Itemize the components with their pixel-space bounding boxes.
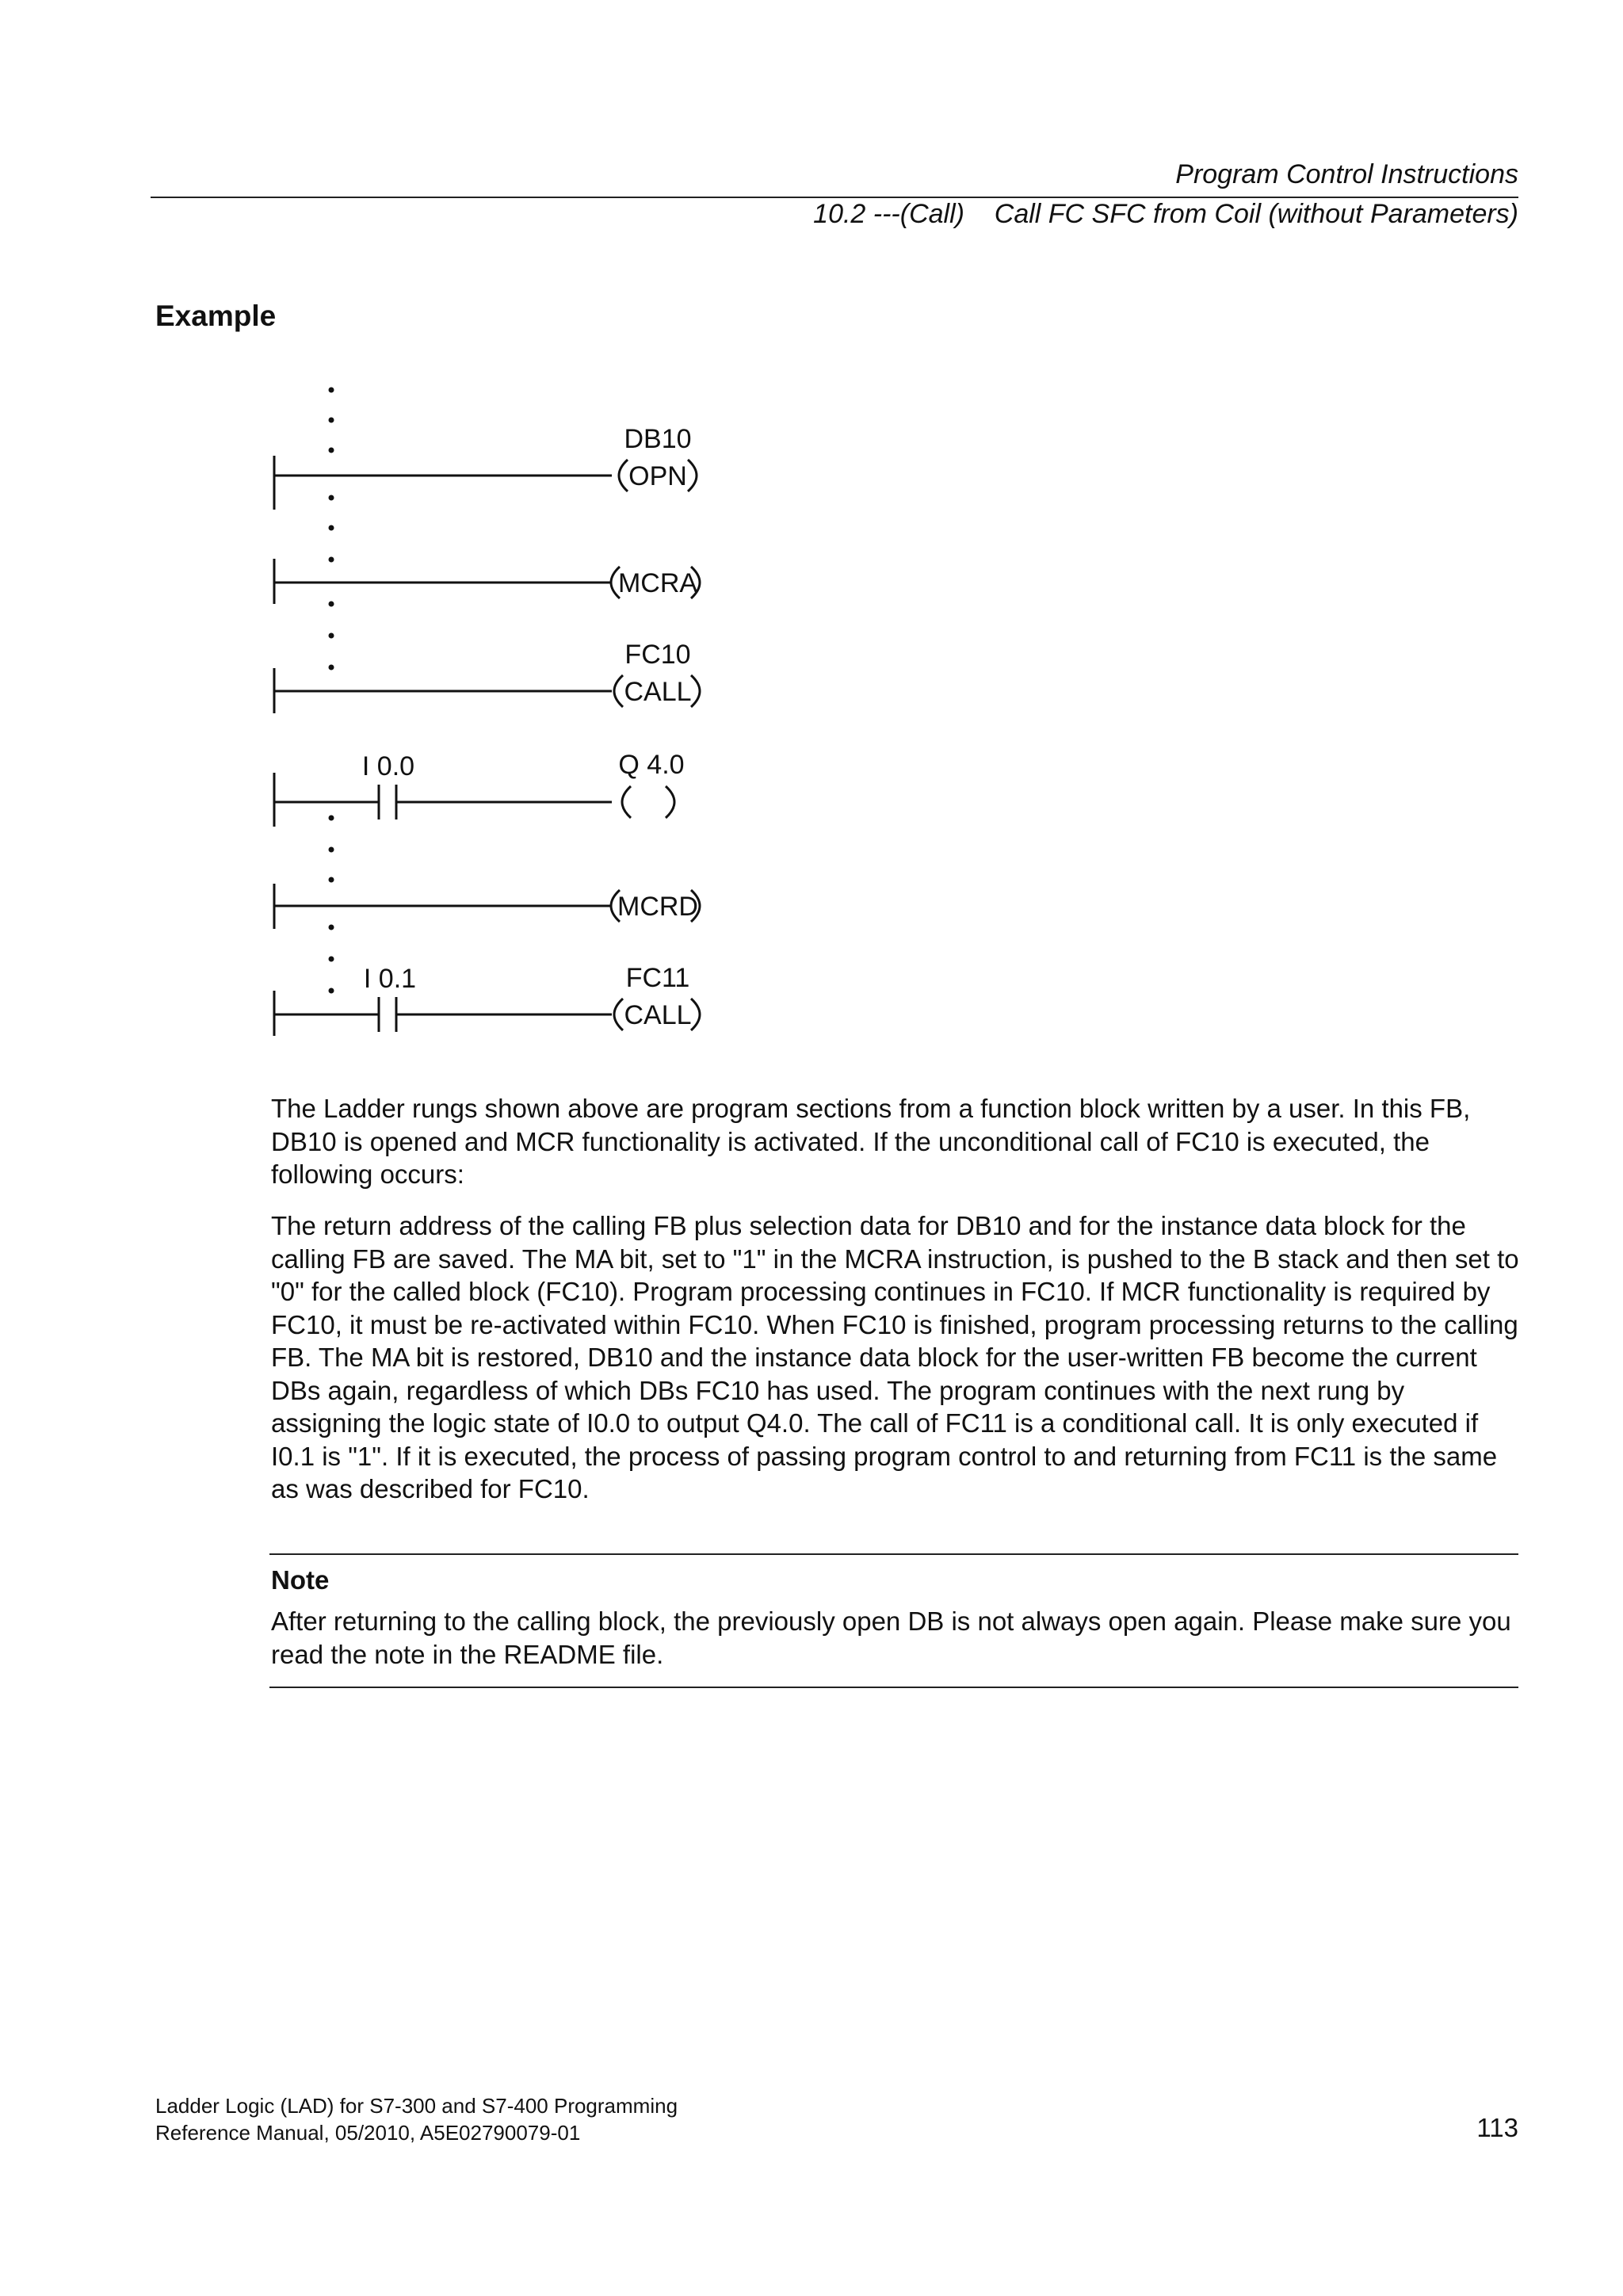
coil-text: OPN	[628, 461, 687, 491]
coil-label: FC11	[625, 963, 690, 993]
footer-title: Ladder Logic (LAD) for S7-300 and S7-400 Programming	[155, 2094, 678, 2118]
rung-i00-q40	[274, 773, 674, 827]
coil-text: MCRA	[617, 568, 698, 598]
coil-text: CALL	[624, 677, 692, 707]
note-bottom-rule	[269, 1687, 1518, 1688]
header-chapter: Program Control Instructions	[1175, 159, 1518, 189]
note-text: After returning to the calling block, the previously open DB is not always open again. Please make sure you read the note in the README file.	[271, 1606, 1511, 1669]
example-heading: Example	[155, 300, 277, 332]
note-top-rule	[269, 1553, 1518, 1555]
coil-text: MCRD	[617, 892, 698, 922]
contact-label: I 0.1	[363, 964, 417, 994]
coil-text: CALL	[624, 1000, 692, 1030]
header-section: 10.2 ---(Call) Call FC SFC from Coil (without Parameters)	[813, 199, 1518, 229]
contact-label: I 0.0	[361, 751, 415, 781]
ladder-diagram	[0, 0, 1623, 1062]
note-title: Note	[271, 1565, 330, 1595]
coil-label: FC10	[624, 640, 691, 670]
page-number: 113	[1476, 2113, 1518, 2142]
footer-manual-info: Reference Manual, 05/2010, A5E02790079-01	[155, 2121, 581, 2145]
body-paragraph: The return address of the calling FB plus selection data for DB10 and for the instance data block for the calling FB are saved. The MA bit, set to "1" in the MCRA instruction, is pushed to the B stack and then set to "0" for the called block (FC10). Program processing continues in FC10. If MCR functionality is required by FC10, it must be re-activated within FC10. When FC10 is finished, program processing returns to the calling FB. The MA bit is restored, DB10 and the instance data block for the user-written FB become the current DBs again, regardless of which DBs FC10 has used. The program continues with the next rung by assigning the logic state of I0.0 to output Q4.0. The call of FC11 is a conditional call. It is only executed if I0.1 is "1". If it is executed, the process of passing program control to and returning from FC11 is the same as was described for FC10.	[271, 1211, 1519, 1503]
coil-label: DB10	[624, 424, 692, 454]
body-paragraph: The Ladder rungs shown above are program sections from a function block written by a user. In this FB, DB10 is opened and MCR functionality is activated. If the unconditional call of FC10 is executed, the following occurs:	[271, 1094, 1471, 1189]
coil-label: Q 4.0	[618, 750, 685, 780]
